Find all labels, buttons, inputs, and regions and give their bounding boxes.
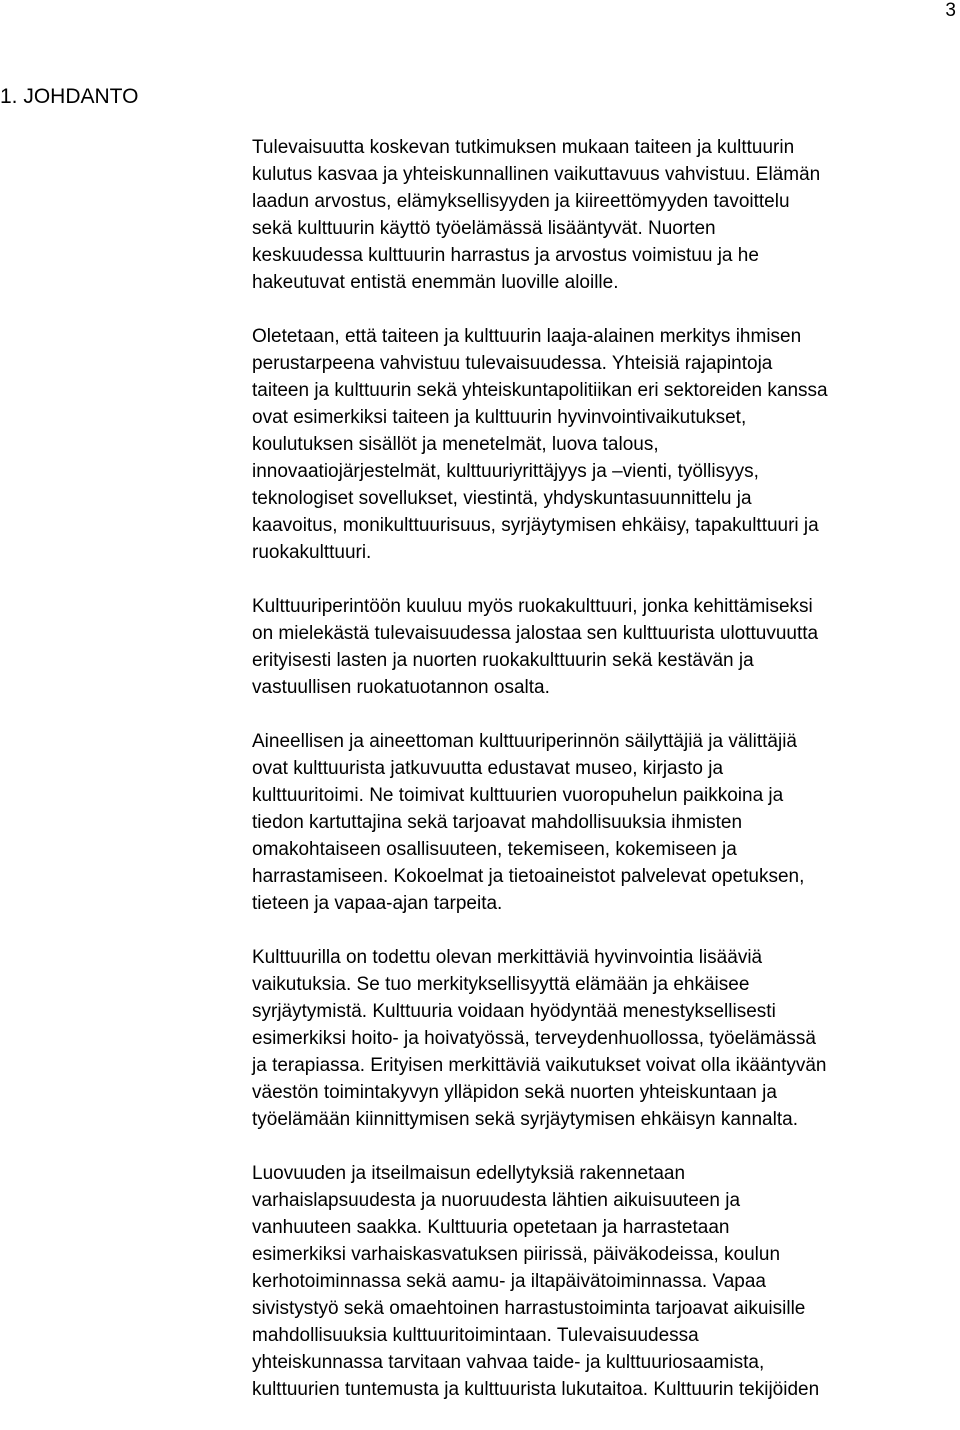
paragraph: [252, 728, 957, 917]
text-line: sivistystyö sekä omaehtoinen harrastustoiminta tarjoavat aikuisille: [252, 1298, 806, 1319]
paragraph: [252, 593, 957, 701]
paragraph: [252, 1160, 957, 1403]
text-line: teknologiset sovellukset, viestintä, yhdyskuntasuunnittelu ja: [252, 488, 752, 509]
text-line: harrastamiseen. Kokoelmat ja tietoaineistot palvelevat opetuksen,: [252, 866, 805, 887]
page-number: 3: [945, 0, 956, 21]
text-line: vastuullisen ruokatuotannon osalta.: [252, 677, 550, 698]
text-line: erityisesti lasten ja nuorten ruokakulttuurin sekä kestävän ja: [252, 650, 754, 671]
text-line: hakeutuvat entistä enemmän luoville aloille.: [252, 272, 619, 293]
text-line: omakohtaiseen osallisuuteen, tekemiseen, kokemiseen ja: [252, 839, 737, 860]
section-heading: 1. JOHDANTO: [0, 85, 139, 108]
text-line: kaavoitus, monikulttuurisuus, syrjäytymisen ehkäisy, tapakulttuuri ja: [252, 515, 819, 536]
text-line: syrjäytymistä. Kulttuuria voidaan hyödyntää menestyksellisesti: [252, 1001, 776, 1022]
text-line: väestön toimintakyvyn ylläpidon sekä nuorten yhteiskuntaan ja: [252, 1082, 777, 1103]
text-line: vaikutuksia. Se tuo merkityksellisyyttä elämään ja ehkäisee: [252, 974, 750, 995]
text-line: Kulttuuriperintöön kuuluu myös ruokakulttuuri, jonka kehittämiseksi: [252, 596, 813, 617]
text-line: esimerkiksi hoito- ja hoivatyössä, terveydenhuollossa, työelämässä: [252, 1028, 816, 1049]
text-line: taiteen ja kulttuurin sekä yhteiskuntapolitiikan eri sektoreiden kanssa: [252, 380, 828, 401]
text-line: koulutuksen sisällöt ja menetelmät, luova talous,: [252, 434, 659, 455]
text-line: Tulevaisuutta koskevan tutkimuksen mukaan taiteen ja kulttuurin: [252, 137, 795, 158]
paragraph: [252, 134, 957, 296]
text-line: keskuudessa kulttuurin harrastus ja arvostus voimistuu ja he: [252, 245, 759, 266]
text-line: on mielekästä tulevaisuudessa jalostaa sen kulttuurista ulottuvuutta: [252, 623, 819, 644]
text-line: esimerkiksi varhaiskasvatuksen piirissä, päiväkodeissa, koulun: [252, 1244, 781, 1265]
text-line: mahdollisuuksia kulttuuritoimintaan. Tulevaisuudessa: [252, 1325, 699, 1346]
text-line: kulttuuritoimi. Ne toimivat kulttuurien vuoropuhelun paikkoina ja: [252, 785, 784, 806]
body-text: [252, 134, 957, 1430]
text-line: tiedon kartuttajina sekä tarjoavat mahdollisuuksia ihmisten: [252, 812, 743, 833]
paragraph: [252, 323, 957, 566]
text-line: innovaatiojärjestelmät, kulttuuriyrittäjyys ja –vienti, työllisyys,: [252, 461, 759, 482]
text-line: ovat kulttuurista jatkuvuutta edustavat museo, kirjasto ja: [252, 758, 724, 779]
text-line: ja terapiassa. Erityisen merkittäviä vaikutukset voivat olla ikääntyvän: [252, 1055, 827, 1076]
text-line: laadun arvostus, elämyksellisyyden ja kiireettömyyden tavoittelu: [252, 191, 790, 212]
text-line: ruokakulttuuri.: [252, 542, 372, 563]
text-line: sekä kulttuurin käyttö työelämässä lisääntyvät. Nuorten: [252, 218, 716, 239]
text-line: varhaislapsuudesta ja nuoruudesta lähtien aikuisuuteen ja: [252, 1190, 741, 1211]
text-line: Kulttuurilla on todettu olevan merkittäviä hyvinvointia lisääviä: [252, 947, 763, 968]
text-line: vanhuuteen saakka. Kulttuuria opetetaan ja harrastetaan: [252, 1217, 730, 1238]
text-line: kulutus kasvaa ja yhteiskunnallinen vaikuttavuus vahvistuu. Elämän: [252, 164, 821, 185]
text-line: yhteiskunnassa tarvitaan vahvaa taide- ja kulttuuriosaamista,: [252, 1352, 765, 1373]
text-line: tieteen ja vapaa-ajan tarpeita.: [252, 893, 503, 914]
text-line: ovat esimerkiksi taiteen ja kulttuurin hyvinvointivaikutukset,: [252, 407, 747, 428]
paragraph: [252, 944, 957, 1133]
text-line: kulttuurien tuntemusta ja kulttuurista lukutaitoa. Kulttuurin tekijöiden: [252, 1379, 820, 1400]
text-line: kerhotoiminnassa sekä aamu- ja iltapäivätoiminnassa. Vapaa: [252, 1271, 766, 1292]
text-line: Aineellisen ja aineettoman kulttuuriperinnön säilyttäjiä ja välittäjiä: [252, 731, 797, 752]
text-line: perustarpeena vahvistuu tulevaisuudessa. Yhteisiä rajapintoja: [252, 353, 773, 374]
text-line: työelämään kiinnittymisen sekä syrjäytymisen ehkäisyn kannalta.: [252, 1109, 798, 1130]
text-line: Oletetaan, että taiteen ja kulttuurin laaja-alainen merkitys ihmisen: [252, 326, 802, 347]
text-line: Luovuuden ja itseilmaisun edellytyksiä rakennetaan: [252, 1163, 686, 1184]
